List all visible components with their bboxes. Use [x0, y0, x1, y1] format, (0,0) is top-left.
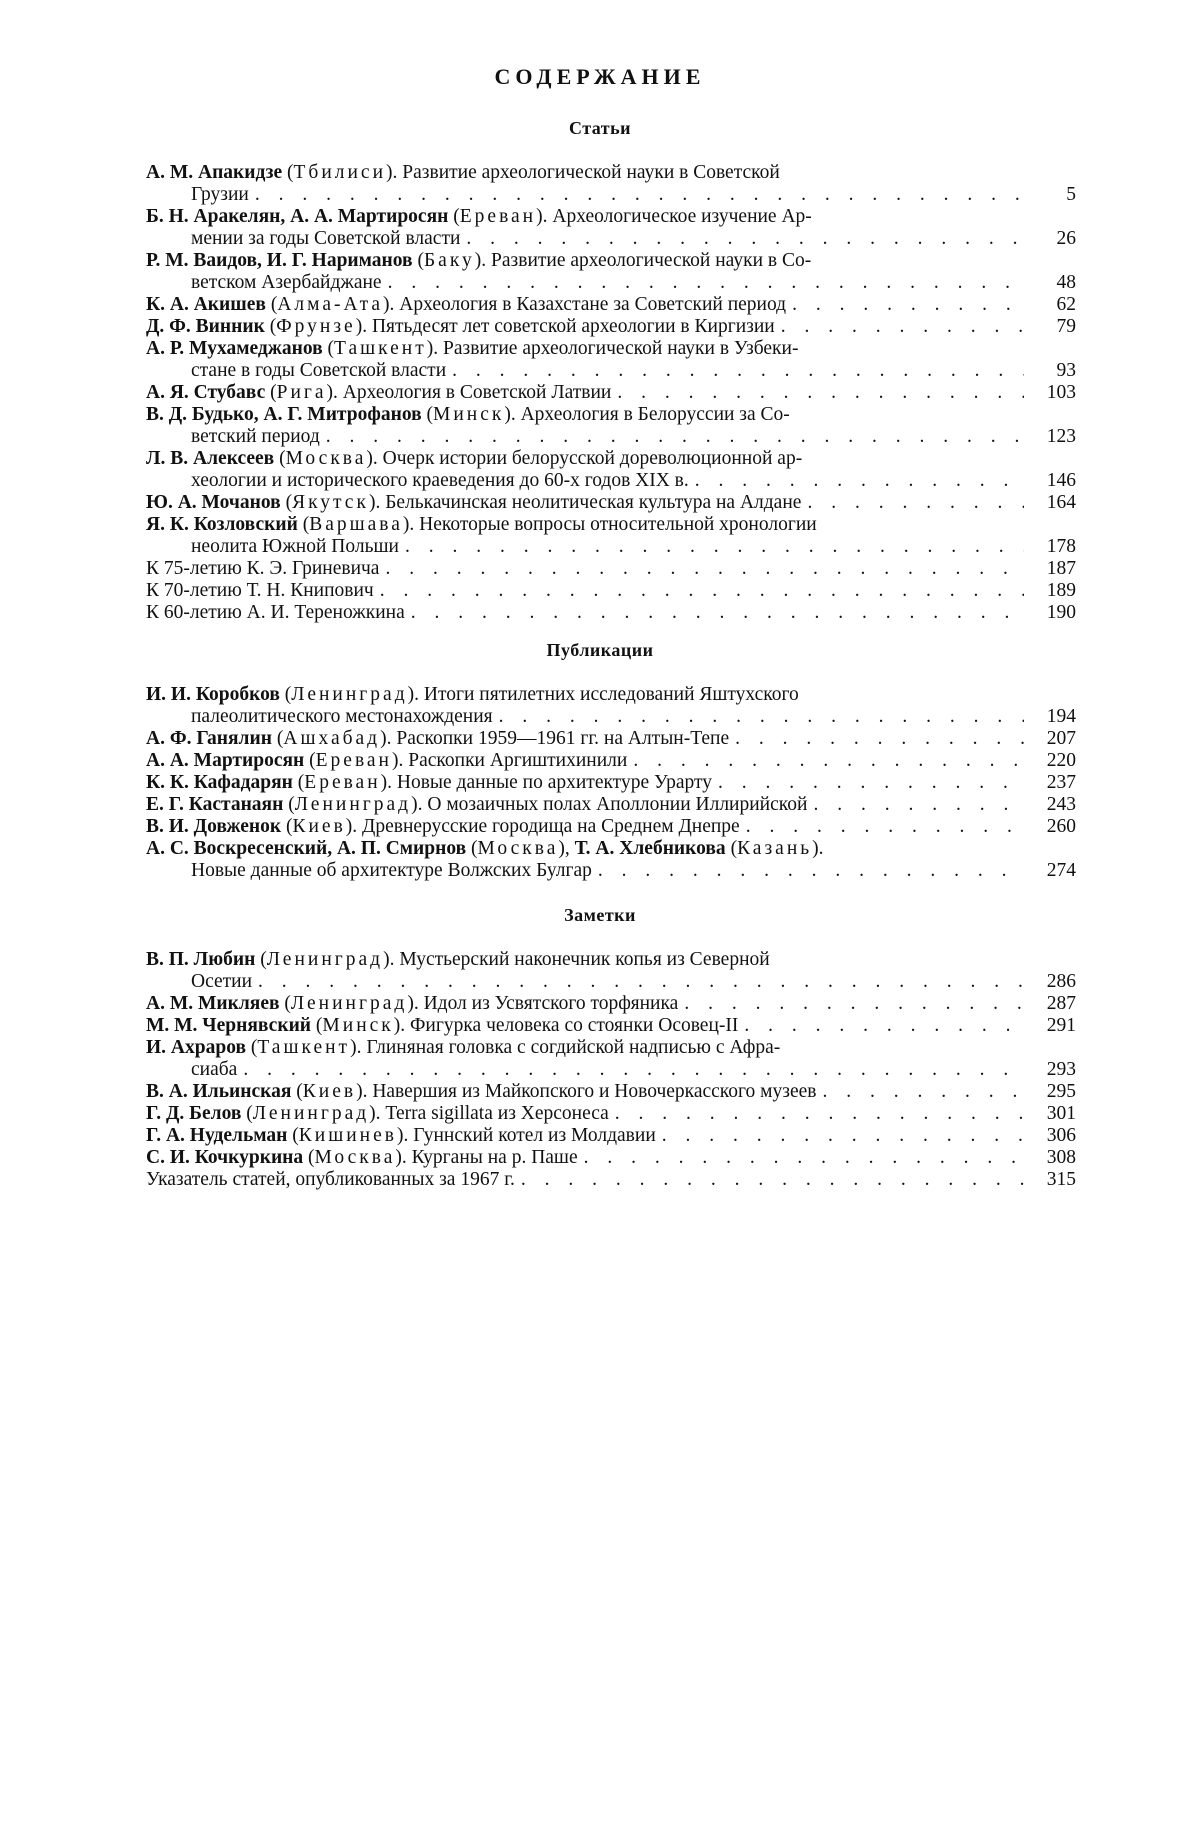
toc-entry-text: Б. Н. Аракелян, А. А. Мартиросян (Ереван). Археологическое изучение Ар- — [146, 206, 812, 227]
toc-entry-text: Д. Ф. Винник (Фрунзе). Пятьдесят лет советской археологии в Киргизии — [146, 316, 775, 337]
leader-dots — [326, 426, 1024, 448]
toc-entry — [146, 404, 1076, 448]
toc-entry-text — [191, 228, 460, 250]
toc-entry-line — [146, 1081, 1076, 1103]
entry-author: Д. Ф. Винник — [146, 316, 265, 337]
page-number: 79 — [1056, 316, 1076, 337]
entry-city: Москва — [314, 1147, 396, 1168]
toc-entry — [146, 514, 1076, 558]
leader-dots — [822, 1081, 1024, 1103]
entry-title: К 60-летию А. И. Тереножкина — [146, 602, 405, 623]
page-number: 62 — [1056, 294, 1076, 315]
leader-dots — [258, 971, 1024, 993]
toc-entry — [146, 162, 1076, 206]
toc-entry-text — [146, 580, 374, 602]
toc-entry-text: В. И. Довженок (Киев). Древнерусские городища на Среднем Днепре — [146, 816, 740, 837]
toc-entry-text: Ю. А. Мочанов (Якутск). Белькачинская неолитическая культура на Алдане — [146, 492, 802, 513]
entry-title: Развитие археологической науки в Советской — [402, 162, 780, 183]
leader-dots — [499, 706, 1024, 728]
toc-entry-text — [191, 470, 689, 492]
entry-city: Алма-Ата — [277, 294, 384, 315]
entry-author: А. А. Мартиросян — [146, 750, 305, 771]
entry-author: К. А. Акишев — [146, 294, 266, 315]
toc-entry — [146, 993, 1076, 1015]
page-number: 274 — [1046, 860, 1076, 881]
toc-entry-text — [191, 1059, 237, 1081]
entry-author: А. Я. Стубавс — [146, 382, 266, 403]
leader-dots — [411, 602, 1024, 624]
toc-entry-line — [146, 492, 1076, 514]
toc-entry-line — [146, 772, 1076, 794]
entry-title: Осетии — [191, 971, 253, 992]
page-number: 287 — [1046, 993, 1076, 1014]
toc-entry-line — [146, 514, 1076, 536]
toc-entry-line — [146, 470, 1076, 492]
toc-entry-line — [146, 1125, 1076, 1147]
entry-author: И. Ахраров — [146, 1037, 246, 1058]
entry-author: Р. М. Ваидов, И. Г. Нариманов — [146, 250, 413, 271]
entry-title: Фигурка человека со стоянки Осовец-II — [410, 1015, 739, 1036]
leader-dots — [807, 492, 1024, 514]
entry-city: Ленинград — [290, 993, 408, 1014]
entry-title: Новые данные об архитектуре Волжских Булгар — [191, 860, 592, 881]
leader-dots — [598, 860, 1024, 882]
toc-entry-line — [146, 536, 1076, 558]
entry-author: К. К. Кафадарян — [146, 772, 293, 793]
entry-city: Москва — [477, 838, 559, 859]
toc-entry-text: А. М. Апакидзе (Тбилиси). Развитие археологической науки в Советской — [146, 162, 780, 183]
toc-entry-text: К. А. Акишев (Алма-Ата). Археология в Казахстане за Советский период — [146, 294, 787, 315]
toc-entry-line — [146, 360, 1076, 382]
entry-city: Ереван — [304, 772, 381, 793]
entry-title: неолита Южной Польши — [191, 536, 399, 557]
toc-entry — [146, 816, 1076, 838]
entry-title: ветском Азербайджане — [191, 272, 382, 293]
entry-author: А. Ф. Ганялин — [146, 728, 272, 749]
toc-entry-text: В. А. Ильинская (Киев). Навершия из Майкопского и Новочеркасского музеев — [146, 1081, 817, 1102]
toc-entry-text — [191, 860, 592, 882]
toc-entry — [146, 1015, 1076, 1037]
toc-entry-text: А. С. Воскресенский, А. П. Смирнов (Москва), Т. А. Хлебникова (Казань). — [146, 838, 824, 859]
toc-entry-text: А. М. Микляев (Ленинград). Идол из Усвятского торфяника — [146, 993, 679, 1014]
entry-title: мении за годы Советской власти — [191, 228, 461, 249]
entry-title: Развитие археологической науки в Узбеки- — [443, 338, 799, 359]
toc-entry-text: А. Р. Мухамеджанов (Ташкент). Развитие археологической науки в Узбеки- — [146, 338, 799, 359]
entry-city: Якутск — [292, 492, 369, 513]
entry-title: Мустьерский наконечник копья из Северной — [399, 949, 770, 970]
toc-entry-text: Р. М. Ваидов, И. Г. Нариманов (Баку). Развитие археологической науки в Со- — [146, 250, 812, 271]
toc-entry-line — [146, 949, 1076, 971]
leader-dots — [388, 272, 1024, 294]
toc-entry-line — [146, 294, 1076, 316]
entry-city: Ленинград — [266, 949, 384, 970]
entry-title: Археологическое изучение Ар- — [552, 206, 812, 227]
toc-entry-line — [146, 1059, 1076, 1081]
toc-entry-text — [146, 602, 405, 624]
toc-entry-text: И. Ахраров (Ташкент). Глиняная головка с согдийской надписью с Афра- — [146, 1037, 781, 1058]
toc-entry-text — [146, 558, 379, 580]
entry-city: Рига — [276, 382, 327, 403]
page-number: 146 — [1046, 470, 1076, 491]
entry-title: хеологии и исторического краеведения до 60-х годов XIX в. — [191, 470, 689, 491]
entry-title: Навершия из Майкопского и Новочеркасского музеев — [372, 1081, 817, 1102]
entry-title: Белькачинская неолитическая культура на Алдане — [385, 492, 802, 513]
page-number: 237 — [1046, 772, 1076, 793]
toc-entry — [146, 1147, 1076, 1169]
leader-dots — [521, 1169, 1024, 1191]
page-number: 308 — [1046, 1147, 1076, 1168]
toc-entry-line — [146, 228, 1076, 250]
toc-entry-text: И. И. Коробков (Ленинград). Итоги пятилетних исследований Яштухского — [146, 684, 799, 705]
entry-title: Некоторые вопросы относительной хронологии — [419, 514, 817, 535]
toc-entry-line — [146, 250, 1076, 272]
toc-entry-line — [146, 1103, 1076, 1125]
section-title: Публикации — [546, 640, 654, 660]
toc-entry-text — [191, 184, 249, 206]
entry-title: Раскопки 1959—1961 гг. на Алтын-Тепе — [396, 728, 730, 749]
leader-dots — [466, 228, 1024, 250]
toc-entry — [146, 772, 1076, 794]
entry-city: Киев — [302, 1081, 357, 1102]
toc-entry-line — [146, 706, 1076, 728]
entry-city: Ташкент — [257, 1037, 351, 1058]
entry-title: Указатель статей, опубликованных за 1967 г. — [146, 1169, 515, 1190]
toc-entry-line — [146, 602, 1076, 624]
entry-author: Г. Д. Белов — [146, 1103, 242, 1124]
section-title: Заметки — [564, 905, 636, 925]
entry-title: Итоги пятилетних исследований Яштухского — [423, 684, 799, 705]
page-number: 207 — [1046, 728, 1076, 749]
toc-entry — [146, 1103, 1076, 1125]
toc-entry-text: Л. В. Алексеев (Москва). Очерк истории белорусской дореволюционной ар- — [146, 448, 803, 469]
toc-entry — [146, 492, 1076, 514]
page-number: 48 — [1056, 272, 1076, 293]
leader-dots — [792, 294, 1024, 316]
entry-title: Раскопки Аргиштихинили — [408, 750, 628, 771]
entry-city: Кишинев — [298, 1125, 397, 1146]
entry-city: Казань — [737, 838, 813, 859]
entry-author: С. И. Кочкуркина — [146, 1147, 304, 1168]
toc-entry — [146, 1125, 1076, 1147]
entry-author: Б. Н. Аракелян, А. А. Мартиросян — [146, 206, 449, 227]
entry-title: Очерк истории белорусской дореволюционной ар- — [382, 448, 803, 469]
leader-dots — [633, 750, 1024, 772]
toc-entry — [146, 728, 1076, 750]
toc-entry — [146, 1169, 1076, 1191]
entry-author: А. М. Апакидзе — [146, 162, 283, 183]
toc-entry — [146, 338, 1076, 382]
toc-entry — [146, 316, 1076, 338]
entry-title: Гуннский котел из Молдавии — [413, 1125, 656, 1146]
entry-author: В. Д. Будько, А. Г. Митрофанов — [146, 404, 422, 425]
leader-dots — [405, 536, 1024, 558]
toc-entry — [146, 794, 1076, 816]
toc-entry-text — [191, 536, 399, 558]
toc-entry-line — [146, 162, 1076, 184]
entry-title: Глиняная головка с согдийской надписью с Афра- — [366, 1037, 781, 1058]
entry-title: Terra sigillata из Херсонеса — [385, 1103, 609, 1124]
toc-entry — [146, 602, 1076, 624]
toc-entry-text: В. Д. Будько, А. Г. Митрофанов (Минск). Археология в Белоруссии за Со- — [146, 404, 790, 425]
toc-entry-line — [146, 272, 1076, 294]
toc-entry-text: В. П. Любин (Ленинград). Мустьерский наконечник копья из Северной — [146, 949, 770, 970]
toc-entry-line — [146, 1015, 1076, 1037]
entry-author: Ю. А. Мочанов — [146, 492, 281, 513]
entry-author: Я. К. Козловский — [146, 514, 298, 535]
toc-entry-line — [146, 206, 1076, 228]
toc-entry-line — [146, 971, 1076, 993]
page-number: 5 — [1066, 184, 1076, 205]
toc-entry-line — [146, 684, 1076, 706]
leader-dots — [380, 580, 1024, 602]
entry-city: Ереван — [315, 750, 392, 771]
toc-entry-line — [146, 426, 1076, 448]
entry-city: Баку — [423, 250, 475, 271]
entry-title: палеолитического местонахождения — [191, 706, 493, 727]
page-number: 123 — [1046, 426, 1076, 447]
entry-author: И. И. Коробков — [146, 684, 280, 705]
toc-entry — [146, 750, 1076, 772]
toc-entry-text: М. М. Чернявский (Минск). Фигурка человека со стоянки Осовец-II — [146, 1015, 739, 1036]
entry-title: О мозаичных полах Аполлонии Иллирийской — [427, 794, 808, 815]
page-number: 315 — [1046, 1169, 1076, 1190]
entry-title: Грузии — [191, 184, 249, 205]
entry-title: К 70-летию Т. Н. Книпович — [146, 580, 374, 601]
section-title: Статьи — [568, 118, 632, 138]
toc-entry-text — [146, 1169, 515, 1191]
entry-title: К 75-летию К. Э. Гриневича — [146, 558, 380, 579]
entry-city: Фрунзе — [276, 316, 356, 337]
toc-entry-line — [146, 1147, 1076, 1169]
entry-title: Археология в Советской Латвии — [342, 382, 612, 403]
page-number: 26 — [1056, 228, 1076, 249]
page-number: 291 — [1046, 1015, 1076, 1036]
toc-entry — [146, 838, 1076, 882]
leader-dots — [662, 1125, 1024, 1147]
toc-entry — [146, 1081, 1076, 1103]
page-number: 260 — [1046, 816, 1076, 837]
toc-entry — [146, 294, 1076, 316]
toc-entry-text: Г. А. Нудельман (Кишинев). Гуннский котел из Молдавии — [146, 1125, 656, 1146]
toc-entry-text: А. А. Мартиросян (Ереван). Раскопки Аргиштихинили — [146, 750, 628, 771]
leader-dots — [243, 1059, 1024, 1081]
leader-dots — [684, 993, 1024, 1015]
entry-city: Ашхабад — [283, 728, 381, 749]
entry-author: Т. А. Хлебникова — [574, 838, 726, 859]
toc-entry-text — [191, 971, 252, 993]
page-number: 243 — [1046, 794, 1076, 815]
toc-entry-text: К. К. Кафадарян (Ереван). Новые данные по архитектуре Урарту — [146, 772, 712, 793]
leader-dots — [813, 794, 1024, 816]
page-number: 103 — [1046, 382, 1076, 403]
toc-entry — [146, 580, 1076, 602]
toc-entry-text — [191, 360, 446, 382]
entry-author: А. Р. Мухамеджанов — [146, 338, 323, 359]
toc-entry — [146, 684, 1076, 728]
toc-entry-line — [146, 750, 1076, 772]
entry-title: Курганы на р. Паше — [411, 1147, 578, 1168]
entry-title: стане в годы Советской власти — [191, 360, 447, 381]
entry-author: Л. В. Алексеев — [146, 448, 275, 469]
toc-entry — [146, 1037, 1076, 1081]
leader-dots — [615, 1103, 1024, 1125]
toc-entry-line — [146, 580, 1076, 602]
page-number: 295 — [1046, 1081, 1076, 1102]
leader-dots — [744, 1015, 1024, 1037]
toc-entry-line — [146, 728, 1076, 750]
leader-dots — [452, 360, 1024, 382]
entry-city: Варшава — [309, 514, 403, 535]
entry-author: А. С. Воскресенский, А. П. Смирнов — [146, 838, 467, 859]
toc-entry-text — [191, 426, 320, 448]
leader-dots — [781, 316, 1024, 338]
leader-dots — [718, 772, 1024, 794]
toc-entry-text — [191, 272, 382, 294]
toc-entry-line — [146, 860, 1076, 882]
leader-dots — [735, 728, 1024, 750]
entry-title: ветский период — [191, 426, 320, 447]
entry-city: Ленинград — [294, 794, 412, 815]
toc-entry-line — [146, 1037, 1076, 1059]
page-number: 286 — [1046, 971, 1076, 992]
toc-entry-line — [146, 794, 1076, 816]
toc-entry-text: Е. Г. Кастанаян (Ленинград). О мозаичных полах Аполлонии Иллирийской — [146, 794, 808, 815]
page-number: 189 — [1046, 580, 1076, 601]
page-number: 187 — [1046, 558, 1076, 579]
page-number: 178 — [1046, 536, 1076, 557]
entry-city: Москва — [285, 448, 367, 469]
toc-entry-line — [146, 448, 1076, 470]
toc-entry-text: А. Ф. Ганялин (Ашхабад). Раскопки 1959—1961 гг. на Алтын-Тепе — [146, 728, 730, 749]
entry-city: Ташкент — [334, 338, 427, 359]
toc-entry-text: А. Я. Стубавс (Рига). Археология в Советской Латвии — [146, 382, 612, 403]
page-number: 306 — [1046, 1125, 1076, 1146]
leader-dots — [255, 184, 1024, 206]
entry-author: Е. Г. Кастанаян — [146, 794, 284, 815]
entry-author: М. М. Чернявский — [146, 1015, 312, 1036]
toc-entry-line — [146, 404, 1076, 426]
toc-entry — [146, 558, 1076, 580]
entry-author: В. И. Довженок — [146, 816, 282, 837]
leader-dots — [746, 816, 1024, 838]
toc-entry-line — [146, 816, 1076, 838]
toc-entry-text: Я. К. Козловский (Варшава). Некоторые вопросы относительной хронологии — [146, 514, 817, 535]
leader-dots — [385, 558, 1024, 580]
entry-city: Минск — [322, 1015, 394, 1036]
toc-entry — [146, 949, 1076, 993]
entry-title: Развитие археологической науки в Со- — [491, 250, 812, 271]
entry-title: Археология в Казахстане за Советский период — [399, 294, 787, 315]
entry-city: Ленинград — [252, 1103, 370, 1124]
page-number: 164 — [1046, 492, 1076, 513]
toc-entry — [146, 206, 1076, 250]
contents-title: СОДЕРЖАНИЕ — [494, 64, 706, 89]
entry-city: Киев — [292, 816, 346, 837]
entry-city: Минск — [433, 404, 505, 425]
page-number: 293 — [1046, 1059, 1076, 1080]
page-number: 301 — [1046, 1103, 1076, 1124]
toc-entry-line — [146, 316, 1076, 338]
page-number: 220 — [1046, 750, 1076, 771]
page-number: 194 — [1046, 706, 1076, 727]
toc-entry-text — [191, 706, 493, 728]
leader-dots — [584, 1147, 1024, 1169]
toc-entry — [146, 382, 1076, 404]
page-number: 190 — [1046, 602, 1076, 623]
toc-entry-line — [146, 993, 1076, 1015]
entry-title: Археология в Белоруссии за Со- — [520, 404, 790, 425]
toc-entry — [146, 448, 1076, 492]
toc-entry — [146, 250, 1076, 294]
entry-title: Пятьдесят лет советской археологии в Киргизии — [371, 316, 775, 337]
page-number: 93 — [1056, 360, 1076, 381]
toc-entry-line — [146, 338, 1076, 360]
toc-entry-text: Г. Д. Белов (Ленинград). Terra sigillata из Херсонеса — [146, 1103, 609, 1124]
entry-title: Новые данные по архитектуре Урарту — [396, 772, 712, 793]
toc-entry-line — [146, 382, 1076, 404]
toc-entry-line — [146, 838, 1076, 860]
entry-city: Ленинград — [291, 684, 408, 705]
entry-title: сиаба — [191, 1059, 238, 1080]
entry-author: В. П. Любин — [146, 949, 256, 970]
entry-author: Г. А. Нудельман — [146, 1125, 288, 1146]
leader-dots — [617, 382, 1024, 404]
leader-dots — [695, 470, 1024, 492]
toc-entry-text: С. И. Кочкуркина (Москва). Курганы на р. Паше — [146, 1147, 578, 1168]
toc-entry-line — [146, 184, 1076, 206]
entry-title: Древнерусские городища на Среднем Днепре — [362, 816, 740, 837]
toc-entry-line — [146, 558, 1076, 580]
entry-city: Ереван — [459, 206, 537, 227]
entry-city: Тбилиси — [293, 162, 387, 183]
entry-author: А. М. Микляев — [146, 993, 280, 1014]
entry-title: Идол из Усвятского торфяника — [423, 993, 679, 1014]
toc-entry-line — [146, 1169, 1076, 1191]
entry-author: В. А. Ильинская — [146, 1081, 292, 1102]
